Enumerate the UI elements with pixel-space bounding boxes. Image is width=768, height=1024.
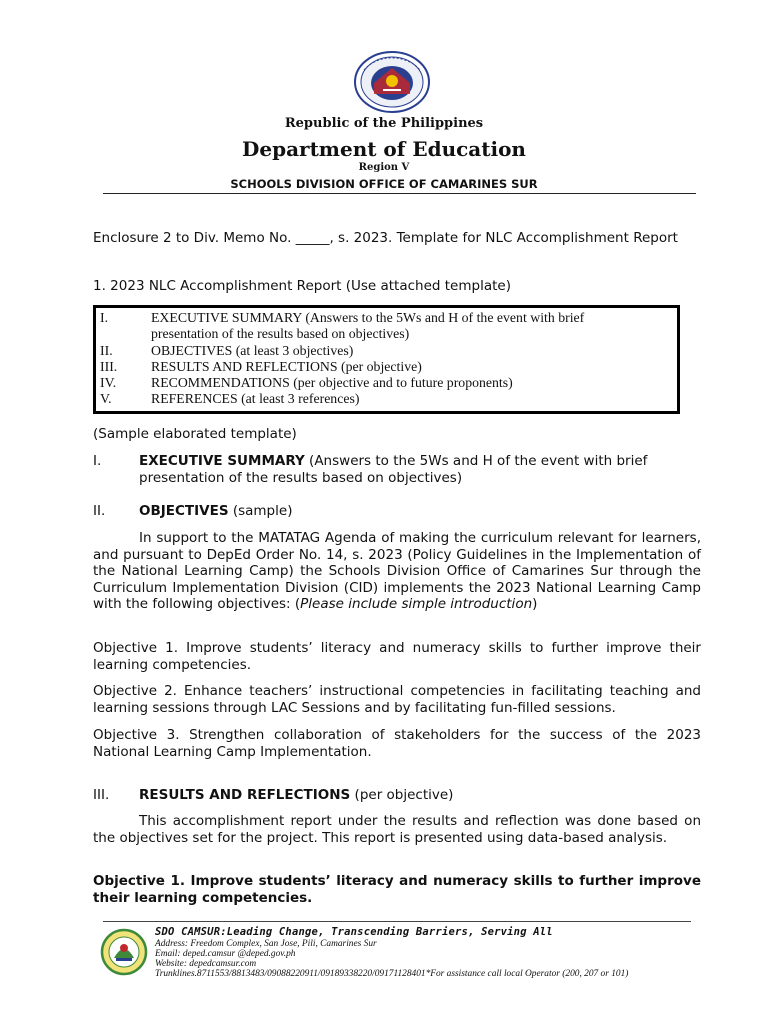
section-3-number: III. bbox=[93, 787, 110, 803]
intro-text: In support to the MATATAG Agenda of making the curriculum relevant for learners, and pursuant to DepEd Order No. 14, s. 2023 (Policy Guidelines in the Implementation of the National Learning Camp) the Schools Division Office of Camarines Sur through the Curriculum Implementation Division (CID) implements the 2023 National Learning Camp with the following objectives: ( bbox=[93, 530, 701, 613]
results-paragraph: This accomplishment report under the results and reflection was done based on the objectives set for the project. This report is presented using data-based analysis. bbox=[93, 813, 701, 846]
section-3-description: (per objective) bbox=[350, 787, 454, 803]
objective-item: Objective 3. Strengthen collaboration of stakeholders for the success of the 2023 National Learning Camp Implementation. bbox=[93, 727, 701, 760]
footer-address: Address: Freedom Complex, San Jose, Pili, Camarines Sur bbox=[155, 939, 377, 949]
section-1-number: I. bbox=[93, 453, 102, 469]
template-row-number: IV. bbox=[100, 375, 117, 390]
republic-heading: Republic of the Philippines bbox=[284, 116, 484, 131]
template-row-number: I. bbox=[100, 310, 109, 325]
item-1-line: 1. 2023 NLC Accomplishment Report (Use attached template) bbox=[93, 278, 511, 294]
section-3-heading bbox=[139, 787, 701, 804]
intro-close: ) bbox=[532, 596, 538, 613]
section-1-description: (Answers to the 5Ws and H of the event with brief presentation of the results based on objectives) bbox=[139, 453, 648, 486]
template-row-number: V. bbox=[100, 391, 112, 406]
sdo-camsur-logo bbox=[100, 928, 148, 976]
objective-item: Objective 1. Improve students’ literacy and numeracy skills to further improve their learning competencies. bbox=[93, 640, 701, 673]
footer-tagline: SDO CAMSUR:Leading Change, Transcending Barriers, Serving All bbox=[155, 926, 553, 938]
template-row-text: presentation of the results based on objectives) bbox=[151, 326, 410, 341]
header-divider bbox=[103, 193, 696, 194]
enclosure-line: Enclosure 2 to Div. Memo No. _____, s. 2023. Template for NLC Accomplishment Report bbox=[93, 230, 678, 246]
results-objective-1: Objective 1. Improve students’ literacy and numeracy skills to further improve their learning competencies. bbox=[93, 873, 701, 906]
template-row-number: III. bbox=[100, 359, 118, 374]
footer-email: Email: deped.camsur @deped.gov.ph bbox=[155, 949, 296, 959]
section-3-title: RESULTS AND REFLECTIONS bbox=[139, 787, 351, 803]
template-row-text: EXECUTIVE SUMMARY (Answers to the 5Ws and H of the event with brief bbox=[151, 310, 585, 325]
section-2-title: OBJECTIVES bbox=[139, 503, 229, 519]
template-row-text: OBJECTIVES (at least 3 objectives) bbox=[151, 343, 354, 358]
region-heading: Region V bbox=[358, 162, 410, 173]
footer-trunklines: Trunklines.8711553/8813483/09088220911/09189338220/09171128401*For assistance call local Operator (200, 207 or 101) bbox=[155, 969, 629, 979]
objective-item: Objective 2. Enhance teachers’ instructional competencies in facilitating teaching and learning sessions through LAC Sessions and by facilitating fun-filled sessions. bbox=[93, 683, 701, 716]
intro-italic-note: Please include simple introduction bbox=[300, 596, 533, 613]
section-2-heading bbox=[139, 503, 701, 520]
template-row-text: REFERENCES (at least 3 references) bbox=[151, 391, 360, 406]
division-heading: SCHOOLS DIVISION OFFICE OF CAMARINES SUR bbox=[230, 177, 538, 191]
section-2-number: II. bbox=[93, 503, 106, 519]
template-outline-box bbox=[93, 305, 680, 414]
objectives-intro-paragraph bbox=[93, 530, 701, 613]
section-1-title: EXECUTIVE SUMMARY bbox=[139, 453, 305, 469]
section-1-heading bbox=[139, 453, 701, 486]
footer-website: Website: depedcamsur.com bbox=[155, 959, 257, 969]
template-row-text: RECOMMENDATIONS (per objective and to future proponents) bbox=[151, 375, 513, 390]
section-2-description: (sample) bbox=[228, 503, 293, 519]
template-row-text: RESULTS AND REFLECTIONS (per objective) bbox=[151, 359, 422, 374]
sample-note: (Sample elaborated template) bbox=[93, 426, 297, 442]
deped-seal-logo bbox=[352, 50, 432, 114]
department-heading: Department of Education bbox=[242, 137, 526, 161]
footer-divider bbox=[103, 921, 691, 922]
template-row-number: II. bbox=[100, 343, 113, 358]
